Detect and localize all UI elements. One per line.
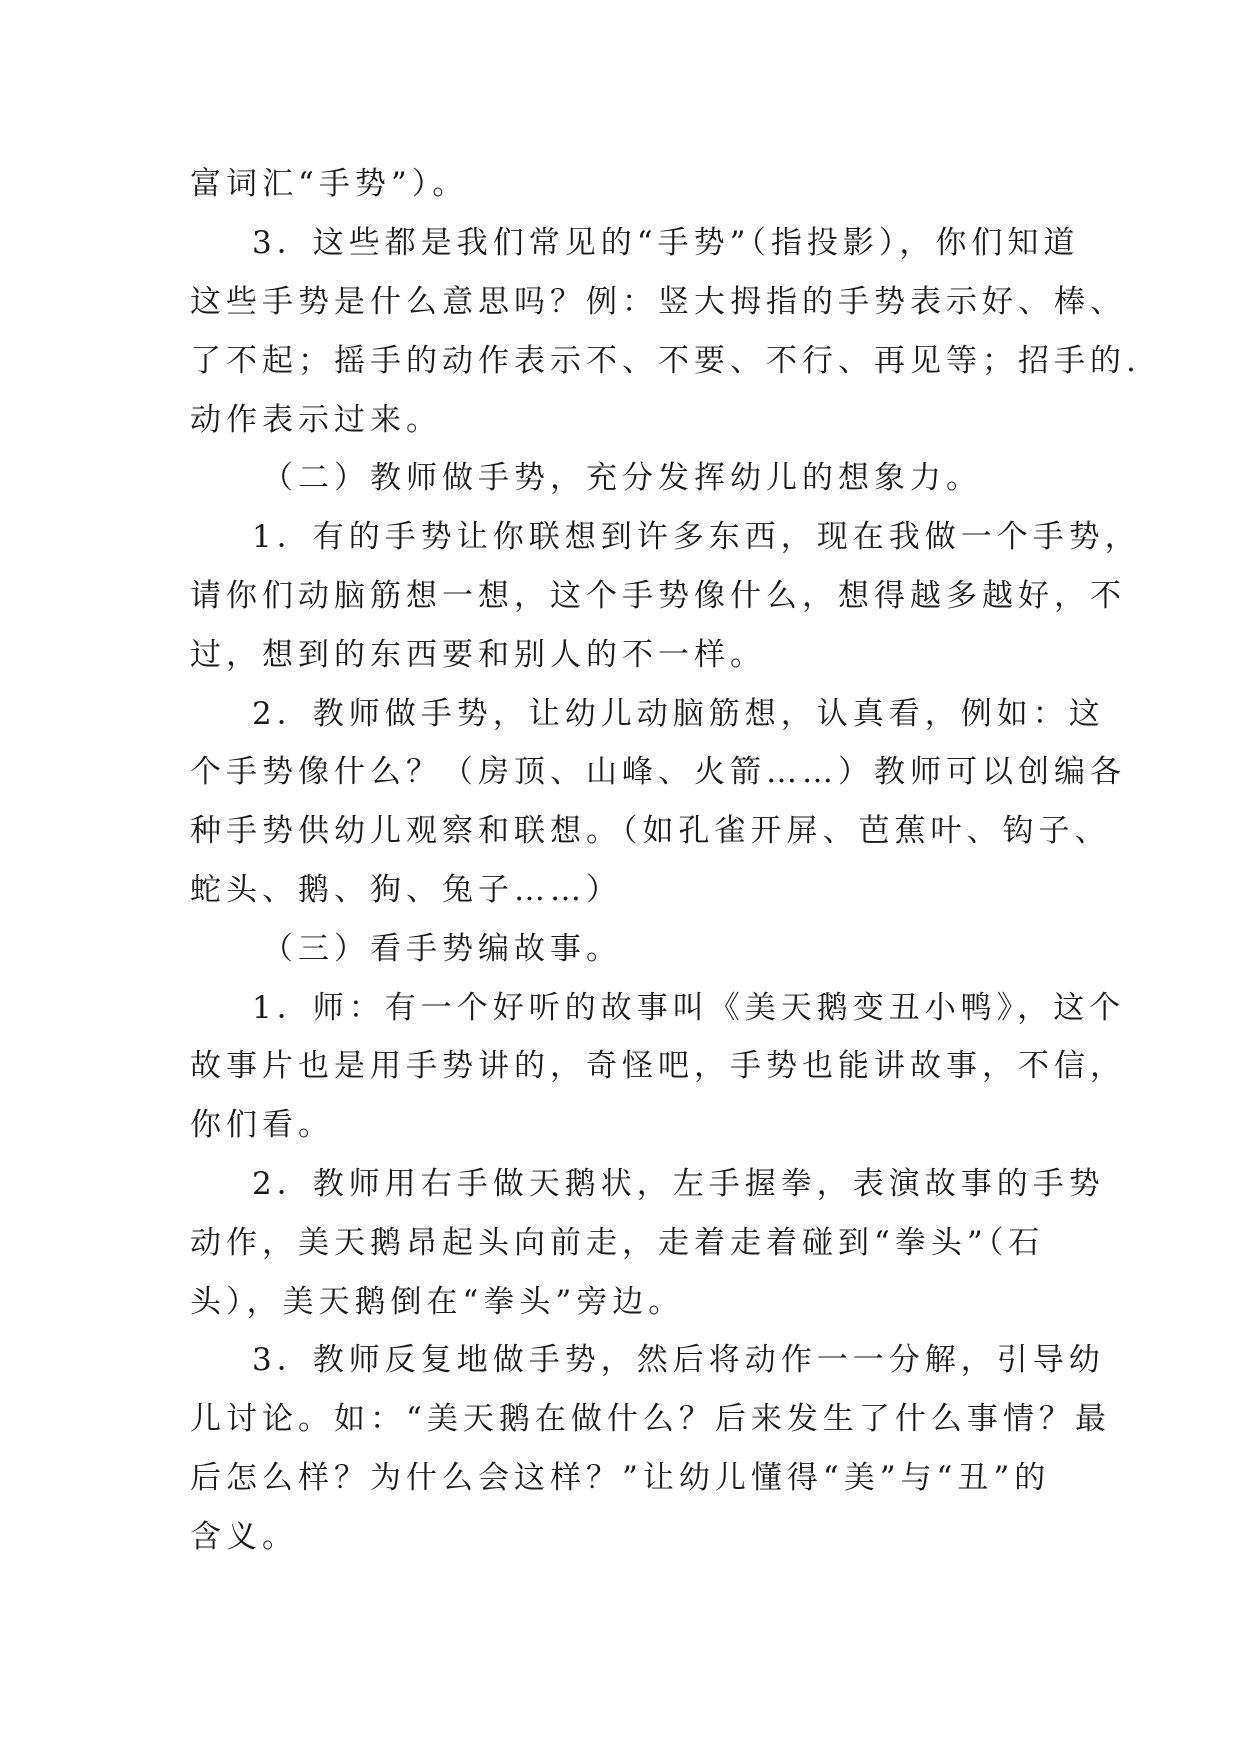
text-line: 3．这些都是我们常见的“手势”（指投影），你们知道 xyxy=(252,225,1080,261)
text-line: 动作，美天鹅昂起头向前走，走着走着碰到“拳头”（石 xyxy=(190,1225,1045,1261)
section-heading: （三）看手势编故事。 xyxy=(262,931,622,967)
text-line: 2．教师用右手做天鹅状，左手握拳，表演故事的手势 xyxy=(252,1166,1105,1202)
text-line: 1．有的手势让你联想到许多东西，现在我做一个手势， xyxy=(252,519,1141,555)
text-line: 2．教师做手势，让幼儿动脑筋想，认真看，例如：这 xyxy=(252,696,1105,732)
text-line: 动作表示过来。 xyxy=(190,402,442,438)
text-line: 请你们动脑筋想一想，这个手势像什么，想得越多越好，不 xyxy=(190,578,1126,614)
text-line: 这些手势是什么意思吗？例：竖大拇指的手势表示好、棒、 xyxy=(190,284,1126,320)
text-line: 儿讨论。如：“美天鹅在做什么？后来发生了什么事情？最 xyxy=(190,1401,1111,1437)
text-line: 个手势像什么？（房顶、山峰、火箭……）教师可以创编各 xyxy=(190,754,1126,790)
text-line: 种手势供幼儿观察和联想。（如孔雀开屏、芭蕉叶、钩子、 xyxy=(190,813,1111,849)
text-line: 你们看。 xyxy=(190,1107,334,1143)
text-line: 故事片也是用手势讲的，奇怪吧，手势也能讲故事，不信， xyxy=(190,1048,1126,1084)
text-line: 富词汇“手势”）。 xyxy=(190,166,469,202)
text-line: 3．教师反复地做手势，然后将动作一一分解，引导幼 xyxy=(252,1342,1105,1378)
text-line: 蛇头、鹅、狗、兔子……） xyxy=(190,872,622,908)
section-heading: （二）教师做手势，充分发挥幼儿的想象力。 xyxy=(262,460,982,496)
text-line: 了不起；摇手的动作表示不、不要、不行、再见等；招手的. xyxy=(190,343,1141,379)
text-line: 头），美天鹅倒在“拳头”旁边。 xyxy=(190,1284,685,1320)
text-line: 过，想到的东西要和别人的不一样。 xyxy=(190,637,766,673)
text-line: 后怎么样？为什么会这样？”让幼儿懂得“美”与“丑”的 xyxy=(190,1460,1051,1496)
text-line: 含义。 xyxy=(190,1519,298,1555)
text-line: 1．师：有一个好听的故事叫《美天鹅变丑小鸭》，这个 xyxy=(252,990,1126,1026)
